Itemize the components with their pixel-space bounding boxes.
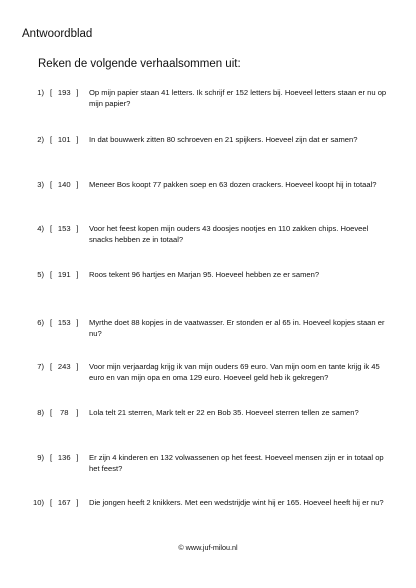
answer-box: [ 78 ] bbox=[50, 408, 79, 417]
problem-number: 1) bbox=[37, 88, 44, 97]
answer-value: 243 bbox=[57, 362, 71, 371]
footer-copyright: © www.juf-milou.nl bbox=[178, 543, 238, 552]
answer-box: [ 140 ] bbox=[50, 180, 79, 189]
problem-text: Meneer Bos koopt 77 pakken soep en 63 dozen crackers. Hoeveel koopt hij in totaal? bbox=[89, 180, 377, 189]
answer-value: 167 bbox=[57, 498, 71, 507]
answer-box: [ 153 ] bbox=[50, 318, 79, 327]
answer-box: [ 193 ] bbox=[50, 88, 79, 97]
answer-box: [ 167 ] bbox=[50, 498, 79, 507]
answer-box: [ 101 ] bbox=[50, 135, 79, 144]
problem-number: 4) bbox=[37, 224, 44, 233]
answer-value: 193 bbox=[57, 88, 71, 97]
problem-number: 8) bbox=[37, 408, 44, 417]
problem-text: Myrthe doet 88 kopjes in de vaatwasser. Er stonden er al 65 in. Hoeveel kopjes staan er nu? bbox=[89, 318, 385, 338]
problem-text: Voor het feest kopen mijn ouders 43 doosjes nootjes en 110 zakken chips. Hoeveel snacks hebben ze in totaal? bbox=[89, 224, 369, 244]
answer-box: [ 191 ] bbox=[50, 270, 79, 279]
page-header: Antwoordblad bbox=[22, 28, 93, 40]
answer-value: 140 bbox=[57, 180, 71, 189]
answer-box: [ 136 ] bbox=[50, 453, 79, 462]
problem-text: Voor mijn verjaardag krijg ik van mijn ouders 69 euro. Van mijn oom en tante krijg ik 45 euro en van mijn opa en oma 129 euro. Hoeveel geld heb ik gekregen? bbox=[89, 362, 380, 382]
answer-box: [ 153 ] bbox=[50, 224, 79, 233]
problem-text: In dat bouwwerk zitten 80 schroeven en 21 spijkers. Hoeveel zijn dat er samen? bbox=[89, 135, 358, 144]
answer-value: 78 bbox=[60, 408, 69, 417]
answer-value: 136 bbox=[57, 453, 71, 462]
problem-number: 3) bbox=[37, 180, 44, 189]
problem-number: 2) bbox=[37, 135, 44, 144]
answer-value: 153 bbox=[57, 318, 71, 327]
answer-box: [ 243 ] bbox=[50, 362, 79, 371]
answer-value: 101 bbox=[57, 135, 71, 144]
problem-number: 9) bbox=[37, 453, 44, 462]
problem-number: 7) bbox=[37, 362, 44, 371]
problem-text: Lola telt 21 sterren, Mark telt er 22 en Bob 35. Hoeveel sterren tellen ze samen? bbox=[89, 408, 359, 417]
problem-number: 6) bbox=[37, 318, 44, 327]
problem-number: 5) bbox=[37, 270, 44, 279]
instruction-text: Reken de volgende verhaalsommen uit: bbox=[38, 58, 241, 70]
problem-text: Er zijn 4 kinderen en 132 volwassenen op het feest. Hoeveel mensen zijn er in totaal op het feest? bbox=[89, 453, 384, 473]
problem-text: Roos tekent 96 hartjes en Marjan 95. Hoeveel hebben ze er samen? bbox=[89, 270, 320, 279]
problem-number: 10) bbox=[33, 498, 44, 507]
problem-text: Die jongen heeft 2 knikkers. Met een wedstrijdje wint hij er 165. Hoeveel heeft hij er nu? bbox=[89, 498, 384, 507]
answer-value: 153 bbox=[57, 224, 71, 233]
answer-value: 191 bbox=[57, 270, 71, 279]
problem-text: Op mijn papier staan 41 letters. Ik schrijf er 152 letters bij. Hoeveel letters staan er nu op mijn papier? bbox=[89, 88, 387, 108]
